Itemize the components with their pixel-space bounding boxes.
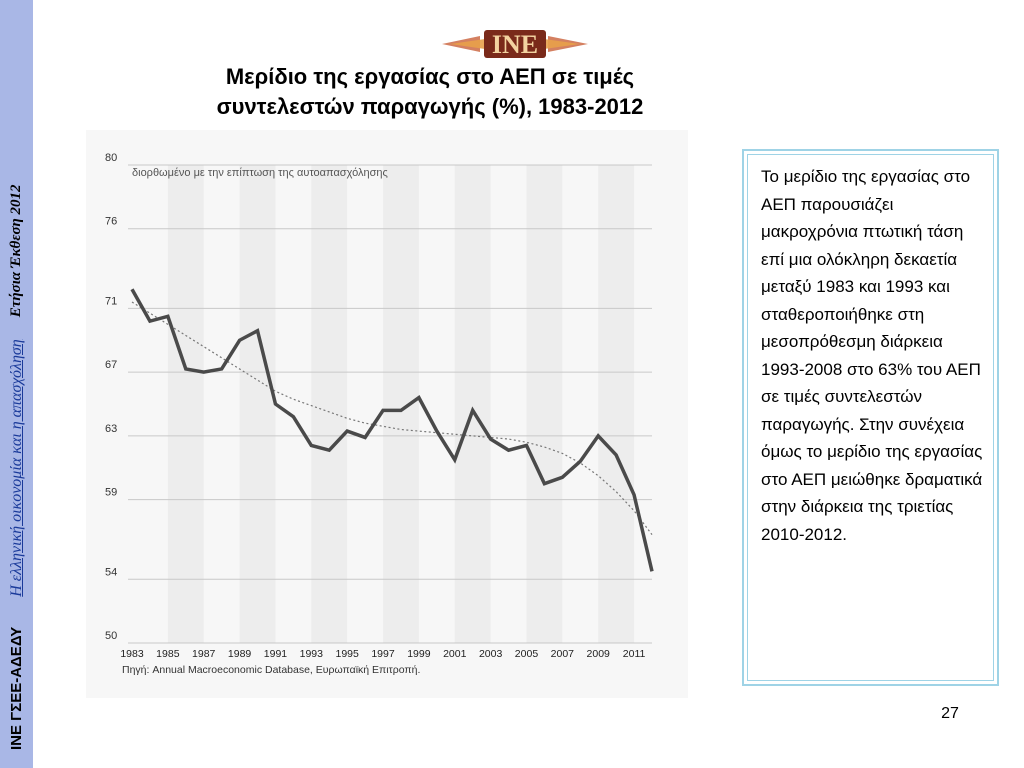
x-tick-label: 1987 xyxy=(192,648,216,660)
page-number: 27 xyxy=(941,705,959,722)
grid-band xyxy=(383,165,419,643)
y-tick-label: 59 xyxy=(105,486,118,499)
grid-band xyxy=(455,165,491,643)
y-tick-label: 76 xyxy=(105,215,118,228)
ine-logo xyxy=(440,24,590,64)
y-tick-label: 80 xyxy=(105,152,118,164)
x-tick-label: 1983 xyxy=(120,648,144,660)
chart-annotation: διορθωμένο με την επίπτωση της αυτοαπασχόλησης xyxy=(132,167,388,179)
x-tick-label: 2001 xyxy=(443,648,467,660)
sidebar-report: Ετήσια Έκθεση 2012 xyxy=(8,184,24,318)
sidebar-org: ΙΝΕ ΓΣΕΕ-ΑΔΕΔΥ xyxy=(8,626,25,750)
sidebar-subtitle: Η ελληνική οικονομία και η απασχόληση xyxy=(7,339,25,597)
y-tick-label: 67 xyxy=(105,359,118,372)
note-text: Το μερίδιο της εργασίας στο ΑΕΠ παρουσιάζει μακροχρόνια πτωτική τάση επί μια ολόκληρη δεκαετία μεταξύ 1983 και 1993 και σταθεροποιήθηκε στη μεσοπρόθεσμη διάρκεια 1993-2008 στο 63% του ΑΕΠ σε τιμές συντελεστών παραγωγής. Στην συνέχεια όμως το μερίδιο της εργασίας στο ΑΕΠ μειώθηκε δραματικά στην διάρκεια της τριετίας 2010-2012. xyxy=(747,154,994,681)
x-tick-label: 1993 xyxy=(299,648,323,660)
x-tick-label: 2011 xyxy=(622,648,646,660)
sidebar xyxy=(0,0,33,768)
x-tick-label: 1997 xyxy=(371,648,395,660)
title-line-1: Μερίδιο της εργασίας στο ΑΕΠ σε τιμές xyxy=(225,64,635,89)
title-line-2: συντελεστών παραγωγής (%), 1983-2012 xyxy=(216,94,644,119)
note-box xyxy=(742,149,999,686)
page-title xyxy=(120,62,740,122)
sidebar-text xyxy=(0,0,33,768)
x-tick-label: 1999 xyxy=(407,648,431,660)
grid-band xyxy=(598,165,634,643)
grid-band xyxy=(526,165,562,643)
x-tick-labels xyxy=(120,648,645,660)
grid-band xyxy=(168,165,204,643)
y-tick-label: 54 xyxy=(105,566,118,579)
grid-band xyxy=(311,165,347,643)
x-tick-label: 1985 xyxy=(156,648,180,660)
x-tick-label: 2007 xyxy=(550,648,575,660)
y-tick-label: 71 xyxy=(105,295,118,308)
x-tick-label: 1995 xyxy=(335,648,359,660)
x-tick-label: 2005 xyxy=(514,648,539,660)
y-tick-label: 63 xyxy=(105,422,118,435)
x-tick-label: 2009 xyxy=(586,648,610,660)
logo-text: INE xyxy=(491,30,539,59)
grid-band xyxy=(240,165,276,643)
chart-source: Πηγή: Annual Macroeconomic Database, Ευρωπαϊκή Επιτροπή. xyxy=(122,664,421,676)
x-tick-label: 2003 xyxy=(478,648,503,660)
x-tick-label: 1991 xyxy=(263,648,288,660)
x-tick-label: 1989 xyxy=(227,648,252,660)
y-tick-labels xyxy=(105,152,117,642)
line-chart xyxy=(86,130,688,698)
chart-panel xyxy=(86,130,688,698)
y-tick-label: 50 xyxy=(105,630,118,642)
grid-layer xyxy=(128,165,652,643)
